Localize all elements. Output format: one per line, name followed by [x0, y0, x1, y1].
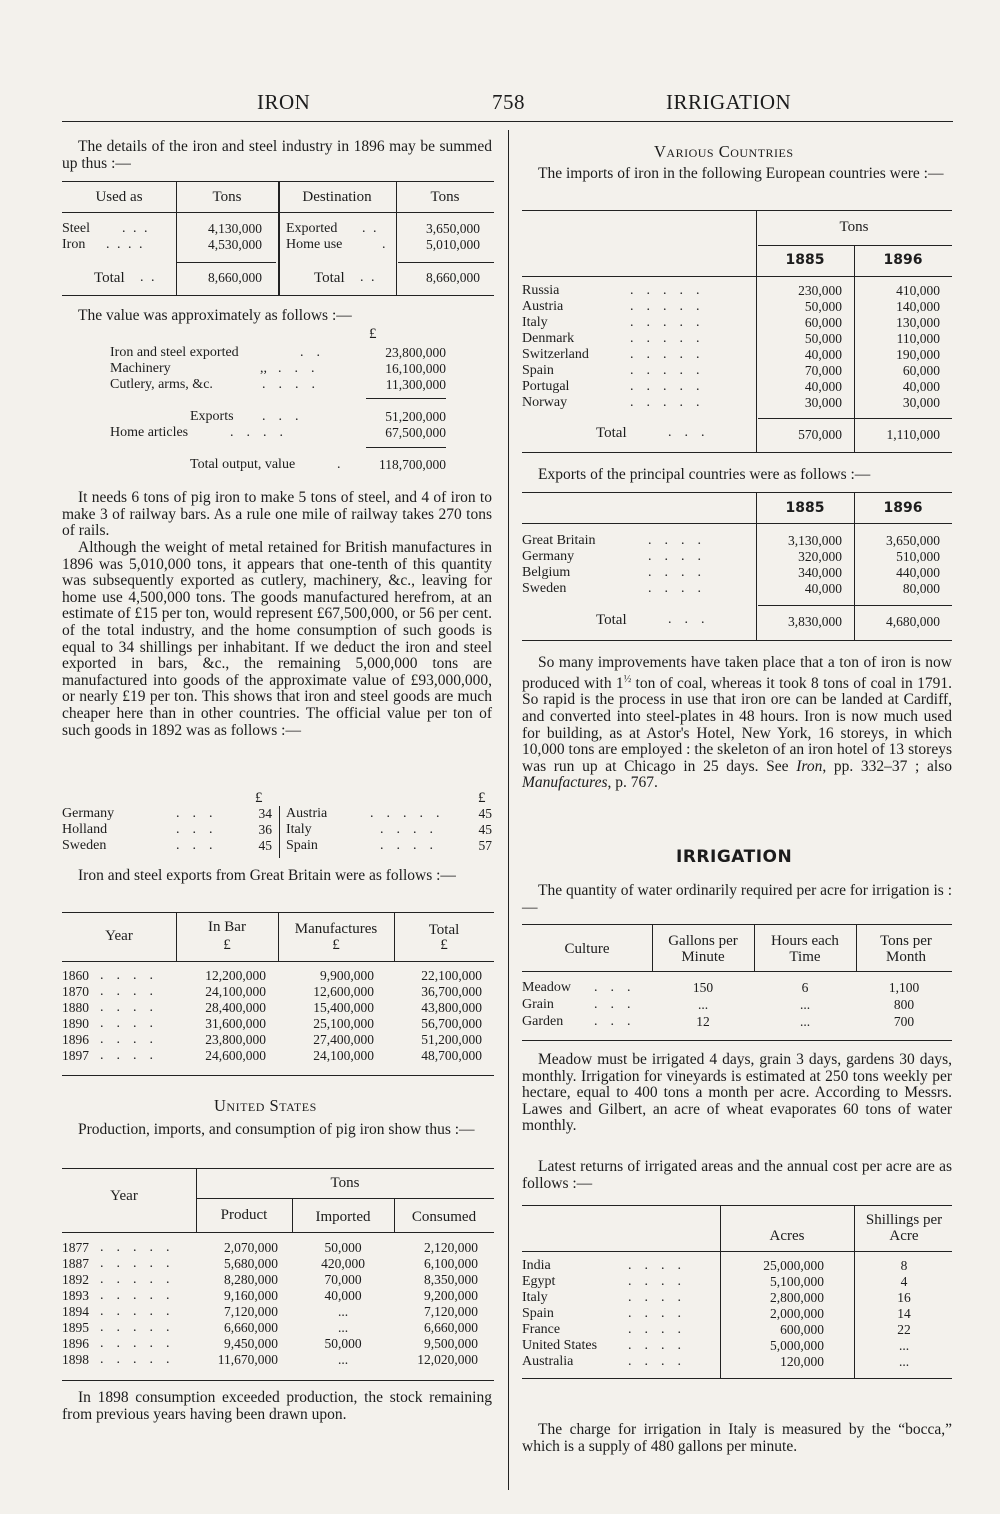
- t1-r1-tons2: 3,650,000: [426, 221, 480, 236]
- t6-row-1885: 3,130,000: [788, 533, 842, 548]
- t1-h-tons2: Tons: [430, 189, 460, 205]
- exports-intro: Iron and steel exports from Great Britain were as follows :—: [78, 867, 456, 884]
- t2-r1-c2: Austria: [286, 806, 328, 821]
- t3-row-manuf: 12,600,000: [313, 984, 374, 999]
- improvements-paragraph: So many improvements have taken place that a ton of iron is now produced with $1^{\frac{1}{2}}$ ton of coal, whereas it took 8 tons of coal in 1791. So rapid is the process in use that iron ore can be landed at Cardiff, and converted into steel-plates in 48 hours. Iron is now much used for building, as at Astor's Hotel, New York, 16 storeys, in which 10,000 tons are employed : the skeleton of an iron hotel of 13 storeys was run up at Chicago in 25 days. See Iron, pp. 332–37 ; also Manufactures, p. 767.: [522, 654, 952, 792]
- t4-h-tons: Tons: [330, 1175, 360, 1191]
- t4-row-imported: 420,000: [321, 1256, 365, 1271]
- t6-h-1885: 1885: [785, 500, 825, 516]
- t3-row-manuf: 27,400,000: [313, 1032, 374, 1047]
- value-1-amt: 23,800,000: [385, 345, 446, 360]
- t8-row-country: Australia: [522, 1354, 574, 1369]
- value-2-label: Machinery: [110, 361, 171, 376]
- t8-row-acres: 600,000: [780, 1322, 824, 1337]
- t7-h-tons: Tons per Month: [880, 933, 932, 965]
- meadow-paragraph: Meadow must be irrigated 4 days, grain 3 days, gardens 30 days, monthly. Irrigation for vineyards is estimated at 250 tons weekly per hectare, equal to 400 tons a month per acre. According to Messrs. Lawes and Gilbert, an acre of wheat evaporates 60 tons of water monthly.: [522, 1051, 952, 1135]
- t3-row-inbar: 31,600,000: [205, 1016, 266, 1031]
- t3-row-manuf: 15,400,000: [313, 1000, 374, 1015]
- t3-row-total: 56,700,000: [421, 1016, 482, 1031]
- t8-row-shillings: 4: [900, 1274, 908, 1289]
- t6-h-1896: 1896: [883, 500, 923, 516]
- t8-row-country: Egypt: [522, 1274, 556, 1289]
- t5-row-1885: 30,000: [804, 395, 842, 410]
- t4-row-consumed: 12,020,000: [417, 1352, 478, 1367]
- t4-row-year: 1894: [62, 1304, 89, 1319]
- t2-r3-c1: Sweden: [62, 838, 107, 853]
- t3-h-total: Total: [428, 922, 460, 938]
- us-intro: Production, imports, and consumption of pig iron show thus :—: [78, 1121, 475, 1138]
- irrigation-heading: IRRIGATION: [676, 847, 793, 867]
- t5-total-1896: 1,110,000: [886, 427, 940, 442]
- t2-r3-c2: Spain: [286, 838, 318, 853]
- t5-row-1885: 230,000: [798, 283, 842, 298]
- t1-r2-tons2: 5,010,000: [426, 237, 480, 252]
- t4-row-product: 2,070,000: [224, 1240, 278, 1255]
- value-2-amt: 16,100,000: [385, 361, 446, 376]
- t1-r1-tons: 4,130,000: [208, 221, 262, 236]
- home-label: Home articles: [110, 425, 189, 440]
- t5-row-1896: 410,000: [896, 283, 940, 298]
- t4-row-product: 5,680,000: [224, 1256, 278, 1271]
- t3-row-year: 1870: [62, 984, 89, 999]
- t4-h-imported: Imported: [315, 1209, 371, 1225]
- exports-label: Exports: [190, 409, 234, 424]
- various-countries-heading: Various Countries: [654, 142, 794, 161]
- total-output-label: Total output, value: [190, 457, 296, 472]
- t4-row-year: 1895: [62, 1320, 89, 1335]
- t2-r2-v1: 36: [258, 822, 272, 837]
- latest-returns-paragraph: Latest returns of irrigated areas and the annual cost per acre are as follows :—: [522, 1158, 952, 1192]
- t8-row-shillings: 8: [900, 1258, 908, 1273]
- t2-pound-right: £: [478, 790, 486, 806]
- t3-row-manuf: 24,100,000: [313, 1048, 374, 1063]
- t5-row-country: Austria: [522, 299, 564, 314]
- total-output-amt: 118,700,000: [379, 457, 446, 472]
- t4-row-year: 1898: [62, 1352, 89, 1367]
- t4-row-consumed: 2,120,000: [424, 1240, 478, 1255]
- t3-row-inbar: 24,600,000: [205, 1048, 266, 1063]
- irr-intro: The quantity of water ordinarily required per acre for irrigation is :—: [522, 882, 952, 916]
- t5-h-1885: 1885: [785, 252, 825, 268]
- t5-row-1896: 190,000: [896, 347, 940, 362]
- t3-row-inbar: 28,400,000: [205, 1000, 266, 1015]
- t7-h-culture: Culture: [564, 941, 610, 957]
- t4-row-consumed: 8,350,000: [424, 1272, 478, 1287]
- t3-row-year: 1890: [62, 1016, 89, 1031]
- t8-row-acres: 2,000,000: [770, 1306, 824, 1321]
- t6-row-country: Sweden: [522, 581, 567, 596]
- t4-row-year: 1877: [62, 1240, 89, 1255]
- home-amt: 67,500,000: [385, 425, 446, 440]
- t1-h-tons: Tons: [212, 189, 242, 205]
- united-states-heading: United States: [214, 1096, 317, 1115]
- t5-row-1896: 30,000: [902, 395, 940, 410]
- t6-total-1885: 3,830,000: [788, 614, 842, 629]
- t5-row-country: Russia: [522, 283, 560, 298]
- t8-row-country: United States: [522, 1338, 598, 1353]
- t5-row-1885: 40,000: [804, 379, 842, 394]
- t5-row-country: Italy: [522, 315, 548, 330]
- charge-paragraph: The charge for irrigation in Italy is measured by the “bocca,” which is a supply of 480 gallons per minute.: [522, 1421, 952, 1455]
- t4-row-imported: 70,000: [324, 1272, 362, 1287]
- t4-row-consumed: 6,100,000: [424, 1256, 478, 1271]
- t4-row-imported: 40,000: [324, 1288, 362, 1303]
- header-rule: [62, 121, 953, 122]
- t8-row-country: India: [522, 1258, 551, 1273]
- t2-r2-v2: 45: [478, 822, 492, 837]
- t4-row-imported: 50,000: [324, 1240, 362, 1255]
- t3-row-total: 36,700,000: [421, 984, 482, 999]
- t4-row-imported: ...: [337, 1304, 349, 1319]
- t7-row-gallons: 150: [692, 980, 714, 995]
- t5-row-country: Switzerland: [522, 347, 589, 362]
- t6-row-1896: 440,000: [896, 565, 940, 580]
- header-left: IRON: [257, 90, 311, 114]
- t1-r2-tons: 4,530,000: [208, 237, 262, 252]
- t5-row-1885: 40,000: [804, 347, 842, 362]
- t4-row-product: 9,160,000: [224, 1288, 278, 1303]
- paragraph-pig-iron: It needs 6 tons of pig iron to make 5 tons of steel, and 4 of iron to make 3 of railway bars. As a rule one mile of railway takes 270 tons of rails.: [62, 489, 492, 540]
- t3-row-year: 1880: [62, 1000, 89, 1015]
- t4-h-consumed: Consumed: [411, 1209, 477, 1225]
- t6-row-1885: 340,000: [798, 565, 842, 580]
- t4-row-product: 6,660,000: [224, 1320, 278, 1335]
- t8-row-shillings: ...: [898, 1354, 910, 1369]
- page-number: 758: [492, 90, 525, 114]
- value-intro: The value was approximately as follows :—: [78, 307, 352, 324]
- t2-pound-left: £: [255, 790, 263, 806]
- t5-row-1885: 50,000: [804, 331, 842, 346]
- t7-row-tons: 800: [893, 997, 915, 1012]
- closing-paragraph: In 1898 consumption exceeded production, the stock remaining from previous years having been drawn upon.: [62, 1389, 492, 1423]
- value-pound: £: [369, 326, 377, 342]
- t1-r1-used: Steel: [62, 221, 90, 236]
- value-1-label: Iron and steel exported: [110, 345, 239, 360]
- intro-paragraph: The details of the iron and steel industry in 1896 may be summed up thus :—: [62, 138, 492, 172]
- t5-row-country: Portugal: [522, 379, 570, 394]
- t3-row-inbar: 24,100,000: [205, 984, 266, 999]
- t4-row-consumed: 9,200,000: [424, 1288, 478, 1303]
- t8-row-acres: 120,000: [780, 1354, 824, 1369]
- t2-r1-v1: 34: [258, 806, 272, 821]
- t6-row-country: Germany: [522, 549, 575, 564]
- t7-row-hours: 6: [801, 980, 809, 995]
- t1-r2-used: Iron: [62, 237, 86, 252]
- t7-row-culture: Garden: [522, 1014, 564, 1029]
- t6-row-1896: 510,000: [896, 549, 940, 564]
- t3-row-year: 1897: [62, 1048, 89, 1063]
- t6-row-1885: 40,000: [804, 581, 842, 596]
- t7-row-tons: 700: [893, 1014, 915, 1029]
- t5-row-1896: 40,000: [902, 379, 940, 394]
- t4-row-year: 1893: [62, 1288, 89, 1303]
- t3-row-year: 1896: [62, 1032, 89, 1047]
- t3-row-total: 43,800,000: [421, 1000, 482, 1015]
- t2-r2-c2: Italy: [286, 822, 312, 837]
- t3-h-manuf: Manufactures: [294, 921, 378, 937]
- t6-row-country: Great Britain: [522, 533, 596, 548]
- t3-pound-2: £: [332, 937, 340, 953]
- t4-row-year: 1887: [62, 1256, 89, 1271]
- value-ditto: ,,: [260, 361, 267, 376]
- t5-row-1885: 60,000: [804, 315, 842, 330]
- t5-total-1885: 570,000: [798, 427, 842, 442]
- t7-row-gallons: 12: [696, 1014, 710, 1029]
- t3-row-total: 48,700,000: [421, 1048, 482, 1063]
- t6-total-1896: 4,680,000: [886, 614, 940, 629]
- t5-row-1885: 70,000: [804, 363, 842, 378]
- t4-row-imported: ...: [337, 1352, 349, 1367]
- t4-row-imported: 50,000: [324, 1336, 362, 1351]
- t5-row-country: Denmark: [522, 331, 575, 346]
- header-right: IRRIGATION: [666, 90, 792, 114]
- t8-row-country: France: [522, 1322, 561, 1337]
- column-divider: [508, 130, 509, 1490]
- t7-row-gallons: ...: [697, 997, 709, 1012]
- t3-pound-3: £: [440, 937, 448, 953]
- t8-row-acres: 5,100,000: [770, 1274, 824, 1289]
- t1-total-r: Total: [314, 270, 345, 286]
- t5-row-1896: 110,000: [896, 331, 940, 346]
- t4-row-imported: ...: [337, 1320, 349, 1335]
- t7-h-gallons: Gallons per Minute: [668, 933, 738, 965]
- t7-row-hours: ...: [799, 997, 811, 1012]
- paragraph-metal-retained: Although the weight of metal retained for British manufactures in 1896 was 5,010,000 tons, it appears that one-tenth of this quantity was subsequently exported as cutlery, machinery, &c., leaving for home use 4,500,000 tons. The goods manufactured herefrom, at an estimate of £15 per ton, would represent £67,500,000, or 56 per cent. of the total industry, and the home consumption of such goods is equal to 34 shillings per inhabitant. If we deduct the iron and steel exported in bars, &c., the remaining 5,000,000 tons are manufactured into goods of the approximate value of £93,000,000, or nearly £19 per ton. This shows that iron and steel goods are much cheaper here than in other countries. The official value per ton of such goods in 1892 was as follows :—: [62, 539, 492, 739]
- t1-total-tons: 8,660,000: [208, 270, 262, 285]
- t3-row-total: 22,100,000: [421, 968, 482, 983]
- t4-row-year: 1892: [62, 1272, 89, 1287]
- t3-row-total: 51,200,000: [421, 1032, 482, 1047]
- exp-intro: Exports of the principal countries were as follows :—: [538, 466, 871, 483]
- t5-total: Total: [596, 425, 627, 441]
- t4-h-year: Year: [110, 1188, 138, 1204]
- t2-r3-v2: 57: [478, 838, 492, 853]
- t8-h-shillings: Shillings per Acre: [865, 1212, 943, 1244]
- t8-row-shillings: 16: [897, 1290, 911, 1305]
- vc-intro: The imports of iron in the following European countries were :—: [538, 165, 944, 182]
- t1-h-used: Used as: [95, 189, 143, 205]
- t1-h-dest: Destination: [302, 189, 372, 205]
- t5-row-1896: 60,000: [902, 363, 940, 378]
- t5-row-1896: 140,000: [896, 299, 940, 314]
- t8-row-shillings: ...: [898, 1338, 910, 1353]
- t8-row-acres: 25,000,000: [763, 1258, 824, 1273]
- t4-row-year: 1896: [62, 1336, 89, 1351]
- t8-row-acres: 5,000,000: [770, 1338, 824, 1353]
- t4-h-product: Product: [220, 1207, 268, 1223]
- t4-row-product: 7,120,000: [224, 1304, 278, 1319]
- t6-row-1896: 3,650,000: [886, 533, 940, 548]
- t3-h-inbar: In Bar: [208, 919, 246, 935]
- t7-h-hours: Hours each Time: [771, 933, 839, 965]
- t8-row-country: Italy: [522, 1290, 548, 1305]
- t7-row-tons: 1,100: [888, 980, 920, 995]
- t1-r2-dest: Home use: [286, 237, 343, 252]
- t2-r1-v2: 45: [478, 806, 492, 821]
- t2-r3-v1: 45: [258, 838, 272, 853]
- value-3-amt: 11,300,000: [385, 377, 446, 392]
- t7-row-culture: Meadow: [522, 980, 571, 995]
- t3-row-inbar: 23,800,000: [205, 1032, 266, 1047]
- t2-r2-c1: Holland: [62, 822, 108, 837]
- t3-row-manuf: 9,900,000: [320, 968, 374, 983]
- t6-row-country: Belgium: [522, 565, 571, 580]
- t8-row-acres: 2,800,000: [770, 1290, 824, 1305]
- t3-row-inbar: 12,200,000: [205, 968, 266, 983]
- t7-row-hours: ...: [799, 1014, 811, 1029]
- t6-row-1896: 80,000: [902, 581, 940, 596]
- t1-total-l: Total: [94, 270, 125, 286]
- t4-row-product: 8,280,000: [224, 1272, 278, 1287]
- t5-h-1896: 1896: [883, 252, 923, 268]
- t8-row-shillings: 14: [897, 1306, 911, 1321]
- t3-h-year: Year: [105, 928, 133, 944]
- t5-row-1885: 50,000: [804, 299, 842, 314]
- t8-h-acres: Acres: [769, 1228, 805, 1244]
- exports-amt: 51,200,000: [385, 409, 446, 424]
- t4-row-product: 11,670,000: [217, 1352, 278, 1367]
- t3-row-year: 1860: [62, 968, 89, 983]
- t3-row-manuf: 25,100,000: [313, 1016, 374, 1031]
- t5-row-1896: 130,000: [896, 315, 940, 330]
- t4-row-product: 9,450,000: [224, 1336, 278, 1351]
- t8-row-shillings: 22: [897, 1322, 911, 1337]
- t4-row-consumed: 6,660,000: [424, 1320, 478, 1335]
- t1-total-tons2: 8,660,000: [426, 270, 480, 285]
- t5-h-tons: Tons: [839, 219, 869, 235]
- t6-total: Total: [596, 612, 627, 628]
- t2-r1-c1: Germany: [62, 806, 115, 821]
- t4-row-consumed: 7,120,000: [424, 1304, 478, 1319]
- t8-row-country: Spain: [522, 1306, 554, 1321]
- t7-row-culture: Grain: [522, 997, 554, 1012]
- t5-row-country: Spain: [522, 363, 554, 378]
- t3-pound-1: £: [223, 937, 231, 953]
- value-3-label: Cutlery, arms, &c.: [110, 377, 213, 392]
- t5-row-country: Norway: [522, 395, 568, 410]
- t4-row-consumed: 9,500,000: [424, 1336, 478, 1351]
- t1-r1-dest: Exported: [286, 221, 338, 236]
- t6-row-1885: 320,000: [798, 549, 842, 564]
